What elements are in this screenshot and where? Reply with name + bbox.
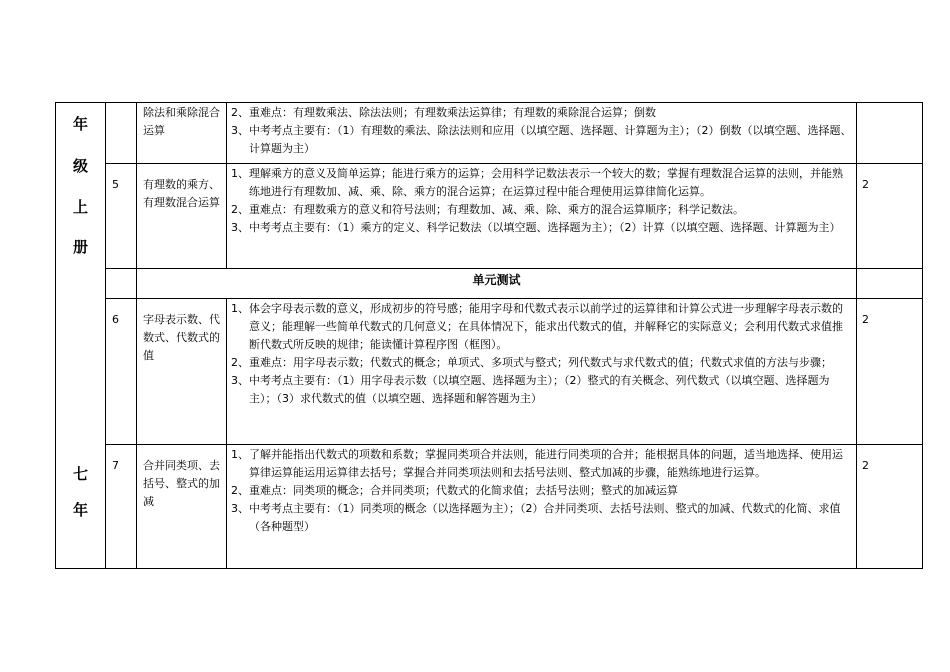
- table-row: [56, 103, 923, 164]
- content-item: [231, 219, 852, 237]
- item-marker: 3、: [231, 501, 249, 515]
- grade-char: 七: [72, 465, 88, 483]
- lesson-name: 有理数的乘方、有理数混合运算: [137, 164, 227, 269]
- lesson-name: 字母表示数、代数式、代数式的值: [137, 298, 227, 444]
- table-row: [56, 444, 923, 568]
- item-text: 中考考点主要有：（1）同类项的概念（以选择题为主）；（2）合并同类项、去括号法则、整式的加减、代数式的化简、求值（各种题型）: [249, 501, 841, 533]
- lesson-content: [227, 444, 857, 568]
- item-marker: 3、: [231, 124, 249, 137]
- grade-char: 年: [72, 115, 88, 133]
- lesson-hours: 2: [857, 444, 923, 568]
- table-row: [56, 269, 923, 299]
- item-marker: 1、: [231, 167, 249, 181]
- item-text: 中考考点主要有：（1）乘方的定义、科学记数法（以填空题、选择题为主）；（2）计算（以填空题、选择题、计算题为主）: [249, 221, 841, 235]
- section-number: [106, 269, 137, 299]
- grade-char: 上: [72, 198, 88, 216]
- item-marker: 3、: [231, 373, 249, 387]
- item-text: 中考考点主要有：（1）用字母表示数（以填空题、选择题为主）；（2）整式的有关概念、列代数式（以填空题、选择题为主）；（3）求代数式的值（以填空题、选择题和解答题为主）: [249, 373, 830, 405]
- content-item: [231, 482, 852, 500]
- content-item: [231, 122, 852, 158]
- lesson-name: 合并同类项、去括号、整式的加减: [137, 444, 227, 568]
- lesson-number: 7: [106, 444, 137, 568]
- item-text: 了解并能指出代数式的项数和系数；掌握同类项合并法则，能进行同类项的合并；能根据具体的问题，适当地选择、使用运算律运算能运用运算律去括号；掌握合并同类项法则和去括号法则、整式加减的步骤，能熟练地进行运算。: [249, 447, 843, 479]
- item-marker: 1、: [231, 447, 249, 461]
- section-title: 单元测试: [137, 269, 857, 299]
- item-marker: 2、: [231, 355, 249, 369]
- table-row: [56, 298, 923, 444]
- grade-char: 年: [72, 501, 88, 519]
- content-item: [231, 500, 852, 536]
- content-item: [231, 165, 852, 201]
- lesson-number: [106, 103, 137, 164]
- item-text: 重难点：有理数乘方的意义和符号法则；有理数加、减、乘、除、乘方的混合运算顺序；科学记数法。: [249, 203, 744, 217]
- lesson-content: [227, 298, 857, 444]
- grade-char: 册: [72, 238, 88, 256]
- content-item: [231, 201, 852, 219]
- item-text: 重难点：用字母表示数；代数式的概念；单项式、多项式与整式；列代数式与求代数式的值；代数式求值的方法与步骤；: [249, 355, 832, 369]
- grade-char: 级: [72, 157, 88, 175]
- section-hours: [857, 269, 923, 299]
- item-text: 重难点：有理数乘法、除法法则；有理数乘法运算律；有理数的乘除混合运算；倒数: [249, 106, 656, 119]
- lesson-hours: [857, 103, 923, 164]
- curriculum-table: [55, 102, 923, 569]
- item-text: 重难点：同类项的概念；合并同类项；代数式的化简求值；去括号法则；整式的加减运算: [249, 483, 678, 497]
- lesson-hours: 2: [857, 164, 923, 269]
- content-item: [231, 300, 852, 354]
- lesson-content: [227, 103, 857, 164]
- lesson-name: 除法和乘除混合运算: [137, 103, 227, 164]
- item-text: 理解乘方的意义及简单运算；能进行乘方的运算；会用科学记数法表示一个较大的数；掌握有理数混合运算的法则，并能熟练地进行有理数加、减、乘、除、乘方的混合运算；在运算过程中能合理使用运算律简化运算。: [249, 167, 843, 199]
- item-text: 中考考点主要有：（1）有理数的乘法、除法法则和应用（以填空题、选择题、计算题为主）；（2）倒数（以填空题、选择题、计算题为主）: [249, 124, 852, 155]
- content-item: [231, 446, 852, 482]
- content-item: [231, 354, 852, 372]
- item-marker: 1、: [231, 301, 249, 315]
- lesson-number: 6: [106, 298, 137, 444]
- item-marker: 2、: [231, 106, 249, 119]
- table-row: [56, 164, 923, 269]
- item-marker: 3、: [231, 221, 249, 235]
- item-text: 体会字母表示数的意义，形成初步的符号感；能用字母和代数式表示以前学过的运算律和计算公式进一步理解字母表示数的意义；能理解一些简单代数式的几何意义；在具体情况下，能求出代数式的值，并解释它的实际意义；会利用代数式求值推断代数式所反映的规律；能读懂计算程序图（框图）。: [249, 301, 843, 351]
- lesson-number: 5: [106, 164, 137, 269]
- content-item: [231, 104, 852, 122]
- lesson-hours: 2: [857, 298, 923, 444]
- content-item: [231, 372, 852, 408]
- item-marker: 2、: [231, 483, 249, 497]
- lesson-content: [227, 164, 857, 269]
- item-marker: 2、: [231, 203, 249, 217]
- grade-cell: [56, 103, 106, 569]
